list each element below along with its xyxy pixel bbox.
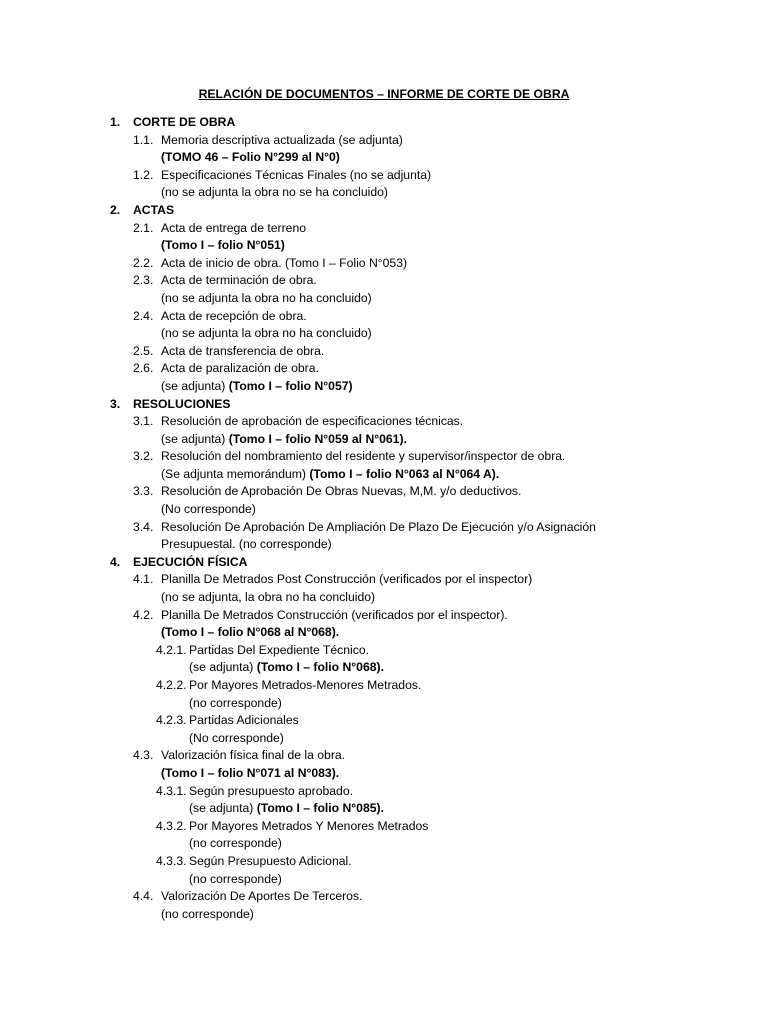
item-text xyxy=(161,571,532,589)
continuation-line xyxy=(0,589,768,607)
item-text xyxy=(161,237,285,255)
list-item xyxy=(0,519,768,537)
item-plain-text: (se adjunta) xyxy=(189,801,257,816)
document-list xyxy=(0,114,768,923)
item-plain-text: RESOLUCIONES xyxy=(133,396,231,411)
item-number: 4.2.1. xyxy=(156,642,187,657)
item-text xyxy=(161,448,565,466)
item-plain-text: ACTAS xyxy=(133,202,175,217)
item-number: 4.2. xyxy=(133,607,154,622)
item-text xyxy=(161,184,388,202)
item-number: 3.1. xyxy=(133,414,154,429)
item-number: 2.1. xyxy=(133,220,154,235)
continuation-line xyxy=(0,659,768,677)
item-plain-text: Acta de transferencia de obra. xyxy=(161,343,325,358)
item-number: 1.1. xyxy=(133,132,154,147)
item-text xyxy=(161,132,403,150)
item-plain-text: (no corresponde) xyxy=(189,836,282,851)
item-plain-text: Especificaciones Técnicas Finales (no se adjunta) xyxy=(161,167,432,182)
continuation-line xyxy=(0,871,768,889)
item-text xyxy=(161,607,508,625)
continuation-line xyxy=(0,800,768,818)
item-plain-text: Valorización física final de la obra. xyxy=(161,748,346,763)
item-reference: (TOMO 46 – Folio N°299 al N°0) xyxy=(161,150,340,165)
item-text xyxy=(161,501,256,519)
item-text xyxy=(161,589,375,607)
list-item xyxy=(0,220,768,238)
continuation-line xyxy=(0,906,768,924)
item-number: 2.4. xyxy=(133,308,154,323)
item-plain-text: Partidas Del Expediente Técnico. xyxy=(189,642,369,657)
item-plain-text: (se adjunta) xyxy=(161,378,229,393)
item-text xyxy=(161,624,339,642)
list-item xyxy=(0,747,768,765)
section-heading xyxy=(0,554,768,572)
item-text xyxy=(189,677,421,695)
item-number: 4.3. xyxy=(133,748,154,763)
item-text xyxy=(189,695,282,713)
list-item xyxy=(0,308,768,326)
item-plain-text: Valorización De Aportes De Terceros. xyxy=(161,889,363,904)
item-text xyxy=(161,431,407,449)
item-number: 4.3.3. xyxy=(156,853,187,868)
item-number: 4.3.2. xyxy=(156,818,187,833)
item-reference: (Tomo I – folio N°059 al N°061). xyxy=(228,431,407,446)
item-text xyxy=(161,220,306,238)
continuation-line xyxy=(0,695,768,713)
item-plain-text: Memoria descriptiva actualizada (se adjunta) xyxy=(161,132,403,147)
item-plain-text: Según presupuesto aprobado. xyxy=(189,783,353,798)
list-item xyxy=(0,712,768,730)
item-plain-text: (Se adjunta memorándum) xyxy=(161,466,310,481)
item-plain-text: Según Presupuesto Adicional. xyxy=(189,853,352,868)
item-text xyxy=(189,800,384,818)
item-text xyxy=(161,167,431,185)
continuation-line xyxy=(0,431,768,449)
item-number: 4.4. xyxy=(133,889,154,904)
item-plain-text: (no corresponde) xyxy=(161,906,254,921)
item-plain-text: Planilla De Metrados Construcción (verificados por el inspector). xyxy=(161,607,508,622)
item-reference: (Tomo I – folio N°057) xyxy=(228,378,353,393)
list-item xyxy=(0,413,768,431)
list-item xyxy=(0,255,768,273)
item-text xyxy=(161,466,499,484)
item-text xyxy=(189,730,284,748)
list-item xyxy=(0,853,768,871)
continuation-line xyxy=(0,624,768,642)
item-number: 4.2.2. xyxy=(156,678,187,692)
item-reference: (Tomo I – folio N°071 al N°083). xyxy=(161,765,340,780)
continuation-line xyxy=(0,536,768,554)
item-plain-text: Acta de inicio de obra. (Tomo I – Folio N°053) xyxy=(161,255,408,270)
item-plain-text: Resolución De Aprobación De Ampliación De Plazo De Ejecución y/o Asignación xyxy=(161,519,596,534)
item-reference: (Tomo I – folio N°068 al N°068). xyxy=(161,625,340,640)
item-number: 2.6. xyxy=(133,361,154,376)
list-item xyxy=(0,607,768,625)
item-plain-text: Por Mayores Metrados Y Menores Metrados xyxy=(189,818,429,833)
item-text xyxy=(189,835,282,853)
item-plain-text: EJECUCIÓN FÍSICA xyxy=(133,554,248,569)
continuation-line xyxy=(0,378,768,396)
item-text xyxy=(161,308,307,326)
item-text xyxy=(189,818,428,836)
item-text xyxy=(161,325,372,343)
item-text xyxy=(161,290,372,308)
continuation-line xyxy=(0,765,768,783)
item-text xyxy=(161,343,324,361)
item-number: 3. xyxy=(110,396,121,411)
item-text xyxy=(189,712,299,730)
continuation-line xyxy=(0,501,768,519)
item-plain-text: (no corresponde) xyxy=(189,695,282,710)
item-plain-text: (No corresponde) xyxy=(189,730,284,745)
item-number: 2.5. xyxy=(133,343,154,358)
item-text xyxy=(161,519,596,537)
item-plain-text: (no se adjunta la obra no ha concluido) xyxy=(161,290,372,305)
item-plain-text: Por Mayores Metrados-Menores Metrados. xyxy=(189,678,422,692)
item-plain-text: Acta de recepción de obra. xyxy=(161,308,307,323)
list-item xyxy=(0,677,768,695)
item-text xyxy=(161,765,339,783)
item-number: 4.2.3. xyxy=(156,713,187,728)
item-number: 4.1. xyxy=(133,572,154,587)
item-text xyxy=(161,272,317,290)
list-item xyxy=(0,167,768,185)
item-number: 4. xyxy=(110,554,121,569)
list-item xyxy=(0,132,768,150)
item-text xyxy=(161,378,353,396)
item-text xyxy=(189,642,369,660)
item-text xyxy=(161,483,521,501)
continuation-line xyxy=(0,290,768,308)
list-item xyxy=(0,343,768,361)
item-plain-text: Acta de paralización de obra. xyxy=(161,361,319,376)
item-plain-text: Planilla De Metrados Post Construcción (verificados por el inspector) xyxy=(161,572,533,587)
continuation-line xyxy=(0,730,768,748)
item-text xyxy=(189,853,352,871)
item-text xyxy=(161,413,463,431)
continuation-line xyxy=(0,325,768,343)
item-reference: (Tomo I – folio N°068). xyxy=(256,660,384,675)
item-number: 3.3. xyxy=(133,484,154,499)
item-number: 2.2. xyxy=(133,255,154,270)
list-item xyxy=(0,483,768,501)
item-text xyxy=(161,255,407,273)
item-number: 1. xyxy=(110,115,121,129)
item-plain-text: (se adjunta) xyxy=(161,431,229,446)
list-item xyxy=(0,818,768,836)
item-text xyxy=(189,871,282,889)
item-plain-text: (no corresponde) xyxy=(189,871,282,886)
item-text xyxy=(161,747,345,765)
list-item xyxy=(0,360,768,378)
item-text xyxy=(189,659,384,677)
item-text xyxy=(161,888,362,906)
item-plain-text: CORTE DE OBRA xyxy=(133,115,236,129)
item-text xyxy=(133,554,247,572)
document-title: RELACIÓN DE DOCUMENTOS – INFORME DE CORTE DE OBRA xyxy=(198,87,570,101)
section-heading xyxy=(0,114,768,132)
item-number: 2.3. xyxy=(133,273,154,288)
item-plain-text: (no se adjunta, la obra no ha concluido) xyxy=(161,590,376,605)
item-text xyxy=(133,114,235,132)
item-plain-text: (no se adjunta la obra no ha concluido) xyxy=(161,326,372,341)
list-item xyxy=(0,642,768,660)
item-plain-text: Acta de terminación de obra. xyxy=(161,273,317,288)
item-text xyxy=(161,906,254,924)
item-number: 2. xyxy=(110,202,121,217)
item-text xyxy=(161,360,319,378)
continuation-line xyxy=(0,466,768,484)
section-heading xyxy=(0,396,768,414)
continuation-line xyxy=(0,149,768,167)
continuation-line xyxy=(0,184,768,202)
item-plain-text: Partidas Adicionales xyxy=(189,713,299,728)
list-item xyxy=(0,888,768,906)
item-plain-text: Resolución del nombramiento del residente y supervisor/inspector de obra. xyxy=(161,449,566,464)
item-text xyxy=(133,396,231,414)
item-number: 4.3.1. xyxy=(156,783,187,798)
item-text xyxy=(161,536,332,554)
list-item xyxy=(0,448,768,466)
item-plain-text: Resolución de aprobación de especificaciones técnicas. xyxy=(161,414,464,429)
item-number: 3.4. xyxy=(133,519,154,534)
item-text xyxy=(133,202,174,220)
list-item xyxy=(0,783,768,801)
list-item xyxy=(0,272,768,290)
item-plain-text: Presupuestal. (no corresponde) xyxy=(161,537,332,552)
item-plain-text: Resolución de Aprobación De Obras Nuevas, M,M. y/o deductivos. xyxy=(161,484,522,499)
continuation-line xyxy=(0,835,768,853)
item-plain-text: (No corresponde) xyxy=(161,502,256,517)
item-number: 3.2. xyxy=(133,449,154,464)
item-reference: (Tomo I – folio N°085). xyxy=(256,801,384,816)
item-text xyxy=(189,783,353,801)
item-plain-text: Acta de entrega de terreno xyxy=(161,220,306,235)
item-plain-text: (no se adjunta la obra no se ha concluido) xyxy=(161,185,388,200)
item-plain-text: (se adjunta) xyxy=(189,660,257,675)
item-reference: (Tomo I – folio N°051) xyxy=(161,238,285,253)
list-item xyxy=(0,571,768,589)
item-reference: (Tomo I – folio N°063 al N°064 A). xyxy=(309,466,500,481)
section-heading xyxy=(0,202,768,220)
item-number: 1.2. xyxy=(133,167,154,182)
item-text xyxy=(161,149,340,167)
continuation-line xyxy=(0,237,768,255)
